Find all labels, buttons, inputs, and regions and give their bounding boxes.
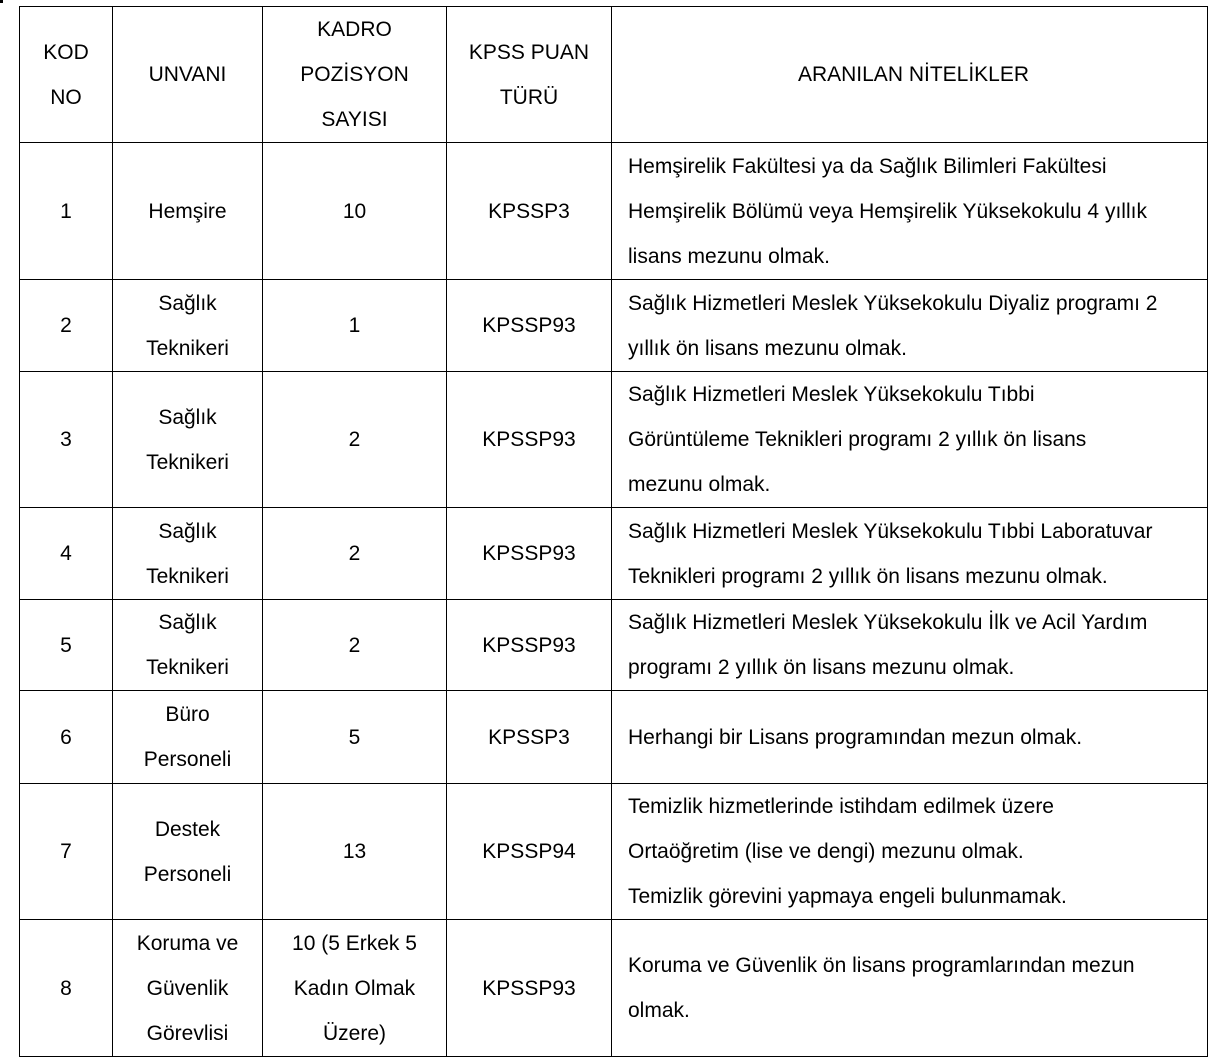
cell-text: 2: [348, 633, 361, 657]
cell-unvan: [113, 508, 263, 600]
positions-table: [19, 6, 1208, 1057]
table-row: [20, 508, 1208, 600]
cell-text: Sağlık: [158, 291, 217, 315]
table-row: [20, 143, 1208, 280]
cell-text: Destek: [154, 817, 221, 841]
cell-sayi: [263, 372, 447, 508]
cell-text: 1: [60, 199, 72, 223]
cell-text: Görüntüleme Teknikleri programı 2 yıllık ön lisans: [628, 428, 1087, 451]
cell-kod: [20, 784, 113, 920]
cell-kod: [20, 280, 113, 372]
cell-text: Koruma ve Güvenlik ön lisans programlarından mezun: [628, 954, 1135, 977]
cell-text: Temizlik görevini yapmaya engeli bulunmamak.: [628, 885, 1067, 908]
cell-kpss: [447, 143, 612, 280]
cell-text: lisans mezunu olmak.: [628, 244, 830, 268]
cell-text: KPSSP93: [482, 428, 576, 451]
cell-text: Hemşirelik Bölümü veya Hemşirelik Yüksekokulu 4 yıllık: [628, 199, 1147, 223]
table-row: [20, 600, 1208, 691]
cell-unvan: [113, 784, 263, 920]
cell-text: Üzere): [322, 1021, 386, 1045]
cell-kpss: [447, 508, 612, 600]
cell-text: Sağlık: [158, 611, 217, 634]
header-kpss-puan-turu: [447, 7, 612, 143]
cell-text: Güvenlik: [146, 976, 229, 1000]
cell-text: Görevlisi: [146, 1021, 229, 1045]
cell-kod: [20, 143, 113, 280]
header-text: UNVANI: [148, 63, 227, 86]
corner-mark: [0, 0, 3, 3]
header-text: KADRO: [317, 18, 392, 41]
cell-text: 2: [60, 314, 72, 337]
header-kod-no: [20, 7, 113, 143]
cell-text: 7: [60, 840, 72, 863]
cell-text: 6: [60, 725, 72, 749]
cell-kod: [20, 600, 113, 691]
cell-text: Hemşirelik Fakültesi ya da Sağlık Bilimleri Fakültesi: [628, 154, 1107, 178]
cell-sayi: [263, 691, 447, 784]
cell-unvan: [113, 920, 263, 1057]
cell-text: mezunu olmak.: [628, 473, 771, 496]
cell-text: Personeli: [143, 748, 232, 771]
cell-text: KPSSP93: [482, 976, 576, 1000]
cell-unvan: [113, 143, 263, 280]
cell-text: Koruma ve: [136, 931, 239, 955]
cell-kpss: [447, 280, 612, 372]
cell-nitelik: [612, 280, 1208, 372]
cell-text: 3: [60, 428, 72, 451]
header-text: ARANILAN NİTELİKLER: [797, 63, 1030, 86]
cell-text: Sağlık Hizmetleri Meslek Yüksekokulu İlk ve Acil Yardım: [628, 611, 1148, 634]
cell-text: KPSSP3: [488, 199, 570, 223]
header-text: SAYISI: [321, 108, 388, 131]
cell-sayi: [263, 920, 447, 1057]
cell-unvan: [113, 600, 263, 691]
cell-kod: [20, 691, 113, 784]
cell-text: 2: [348, 428, 361, 451]
cell-text: Kadın Olmak: [293, 976, 416, 1000]
cell-sayi: [263, 784, 447, 920]
cell-text: 2: [348, 542, 361, 565]
cell-text: olmak.: [628, 999, 690, 1022]
cell-sayi: [263, 508, 447, 600]
cell-kod: [20, 920, 113, 1057]
cell-text: yıllık ön lisans mezunu olmak.: [628, 336, 907, 360]
cell-unvan: [113, 372, 263, 508]
cell-text: 5: [348, 725, 361, 749]
header-text: KOD: [43, 40, 89, 64]
cell-text: Temizlik hizmetlerinde istihdam edilmek üzere: [628, 795, 1054, 818]
cell-kpss: [447, 600, 612, 691]
cell-nitelik: [612, 372, 1208, 508]
cell-kpss: [447, 920, 612, 1057]
cell-text: Teknikeri: [146, 336, 229, 360]
table-row: [20, 280, 1208, 372]
header-text: POZİSYON: [300, 63, 409, 86]
cell-text: Teknikeri: [146, 656, 229, 679]
header-unvani: [113, 7, 263, 143]
header-aranilan-nitelikler: [612, 7, 1208, 143]
cell-text: KPSSP93: [482, 542, 576, 565]
cell-text: KPSSP93: [482, 633, 576, 657]
cell-text: 10: [342, 199, 367, 223]
cell-kod: [20, 508, 113, 600]
cell-sayi: [263, 280, 447, 372]
cell-kpss: [447, 691, 612, 784]
cell-text: 1: [348, 314, 361, 337]
cell-text: Personeli: [143, 862, 232, 886]
header-text: KPSS PUAN: [468, 40, 590, 64]
cell-kpss: [447, 372, 612, 508]
cell-text: 5: [60, 633, 72, 657]
cell-sayi: [263, 600, 447, 691]
cell-nitelik: [612, 600, 1208, 691]
cell-nitelik: [612, 920, 1208, 1057]
cell-nitelik: [612, 508, 1208, 600]
cell-text: Herhangi bir Lisans programından mezun olmak.: [628, 725, 1083, 749]
table-row: [20, 691, 1208, 784]
cell-text: Hemşire: [148, 199, 227, 223]
cell-nitelik: [612, 784, 1208, 920]
cell-nitelik: [612, 143, 1208, 280]
cell-text: Sağlık Hizmetleri Meslek Yüksekokulu Tıbbi Laboratuvar: [628, 519, 1153, 543]
table-row: [20, 920, 1208, 1057]
cell-text: KPSSP3: [488, 725, 570, 749]
cell-text: Sağlık Hizmetleri Meslek Yüksekokulu Tıbbi: [628, 383, 1035, 406]
cell-text: 4: [60, 542, 72, 565]
header-text: NO: [50, 85, 82, 109]
table-row: [20, 784, 1208, 920]
cell-kod: [20, 372, 113, 508]
cell-text: 10 (5 Erkek 5: [292, 931, 417, 955]
cell-text: KPSSP94: [482, 840, 576, 863]
cell-kpss: [447, 784, 612, 920]
cell-text: Teknikleri programı 2 yıllık ön lisans mezunu olmak.: [628, 564, 1108, 588]
cell-unvan: [113, 691, 263, 784]
header-text: TÜRÜ: [499, 85, 559, 109]
cell-text: Sağlık: [158, 519, 217, 543]
cell-unvan: [113, 280, 263, 372]
cell-text: programı 2 yıllık ön lisans mezunu olmak.: [628, 656, 1015, 679]
header-kadro-pozisyon-sayisi: [263, 7, 447, 143]
table-row: [20, 372, 1208, 508]
cell-text: KPSSP93: [482, 314, 576, 337]
cell-text: Ortaöğretim (lise ve dengi) mezunu olmak.: [628, 840, 1024, 863]
cell-text: 13: [342, 840, 367, 863]
cell-nitelik: [612, 691, 1208, 784]
cell-text: Sağlık Hizmetleri Meslek Yüksekokulu Diyaliz programı 2: [628, 291, 1158, 315]
cell-text: Teknikeri: [146, 450, 229, 474]
cell-text: Sağlık: [158, 405, 217, 429]
table-header-row: [20, 7, 1208, 143]
cell-text: 8: [60, 976, 72, 1000]
cell-text: Büro: [165, 703, 210, 726]
cell-text: Teknikeri: [146, 564, 229, 588]
cell-sayi: [263, 143, 447, 280]
